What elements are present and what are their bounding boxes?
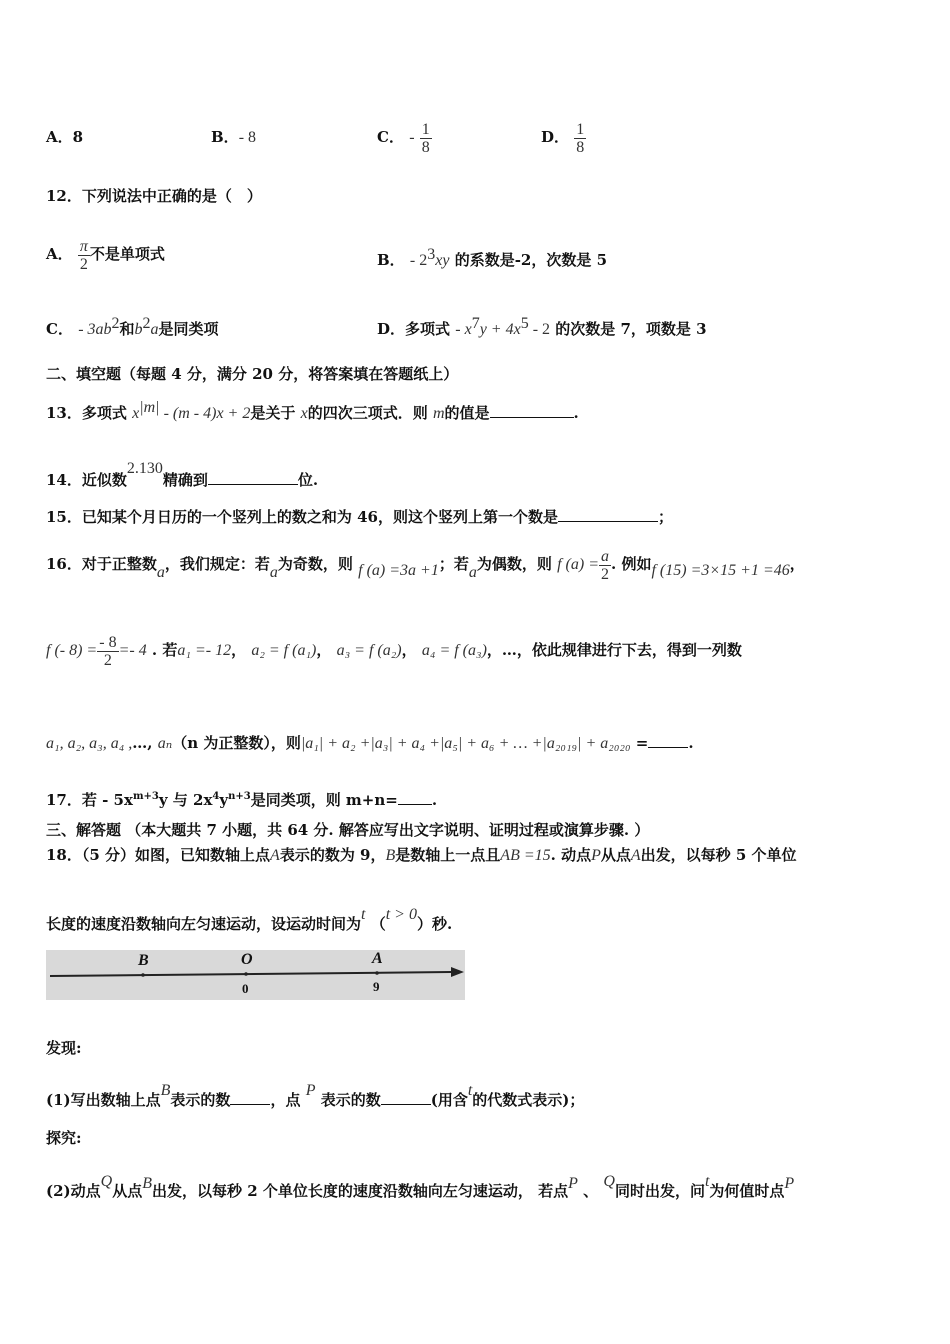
math-expr: f (a) = [557, 556, 600, 573]
option-value: 8 [72, 128, 84, 146]
question-text: 长度的速度沿数轴向左匀速运动，设运动时间为 [46, 915, 362, 933]
label-o: O [241, 951, 253, 968]
question-text: 表示的数 [320, 1091, 381, 1109]
question-text: (用含 [430, 1091, 468, 1109]
math-expr: - (m - 4)x + 2 [159, 405, 251, 422]
exponent: 7 [471, 315, 480, 332]
option-value: - 8 [238, 129, 257, 146]
math-expr: a₁, a₂, a₃, a₄ , [46, 735, 133, 752]
math-var: B [160, 1082, 171, 1099]
fraction [574, 121, 586, 156]
question-text: 从点 [112, 1182, 143, 1200]
discover-heading: 发现: [46, 1039, 82, 1057]
exponent: 5 [520, 315, 529, 332]
denominator: 8 [576, 138, 585, 156]
math-expr: f (a) =3a +1 [358, 562, 439, 579]
question-text: . [573, 404, 579, 422]
math-var: a [150, 321, 159, 338]
question-text: 表示的数为 9， [279, 846, 386, 864]
q18-line-1 [46, 845, 797, 866]
point-a [375, 971, 379, 975]
math-var: B [385, 847, 396, 864]
math-var: P [305, 1082, 316, 1099]
question-text: . [431, 791, 438, 809]
question-text: ，…，依此规律进行下去，得到一列数 [486, 641, 742, 659]
question-text: 出发，以每秒 5 个单位 [640, 846, 797, 864]
q12-option-c [46, 314, 219, 340]
question-text: 是数轴上一点且 [395, 846, 501, 864]
math-var: a [269, 564, 278, 581]
math-expr: - x [455, 321, 472, 338]
math-var: P [591, 847, 601, 864]
math-var: xy [435, 252, 450, 269]
option-label: C． [46, 320, 73, 338]
question-text: 16．对于正整数 [46, 555, 157, 573]
math-expr: f (15) =3×15 +1 =46 [651, 562, 790, 579]
q11-option-a [46, 127, 83, 147]
option-label: C． [377, 128, 404, 146]
math-expr: a₁ =- 12 [177, 642, 232, 659]
math-var: P [568, 1175, 578, 1192]
part-2 [46, 1166, 794, 1207]
point-b [141, 973, 145, 977]
q11-option-b [211, 127, 256, 148]
option-text: 是同类项 [158, 320, 219, 338]
option-label: A． [46, 128, 73, 146]
explore-heading: 探究: [46, 1129, 82, 1147]
exponent: |m| [139, 399, 160, 416]
question-text: y 与 2x [158, 791, 213, 809]
math-var: aₙ [157, 735, 173, 752]
point-o [244, 972, 248, 976]
question-text: . [688, 734, 694, 752]
q15 [46, 507, 673, 527]
question-text: ，我们规定：若 [164, 555, 270, 573]
math-expr: - 2 [528, 321, 551, 338]
separator: ， [401, 641, 417, 659]
math-expr: - 3ab [78, 321, 112, 338]
question-text: 为奇数，则 [277, 555, 353, 573]
fraction [599, 548, 611, 583]
math-var: t [467, 1082, 473, 1099]
math-var: Q [100, 1173, 113, 1190]
fraction [97, 634, 118, 669]
denominator: 2 [103, 651, 112, 669]
numerator: 1 [421, 120, 430, 138]
denominator: 2 [601, 565, 610, 583]
q11-option-c [377, 104, 432, 171]
math-expr: f (- 8) = [46, 642, 98, 659]
question-text: 18．（5 分）如图，已知数轴上点 [46, 846, 271, 864]
denominator: 8 [421, 138, 430, 156]
number-line-svg [46, 950, 465, 1000]
question-text: 出发，以每秒 2 个单位长度的速度沿数轴向左匀速运动， 若点 [152, 1182, 569, 1200]
answer-blank[interactable] [558, 507, 658, 522]
question-text: （ [370, 915, 386, 933]
arrow-head-icon [451, 967, 464, 977]
option-label: D．多项式 [377, 320, 451, 338]
math-var: a [468, 564, 477, 581]
separator: ， [316, 641, 332, 659]
question-text: 从点 [600, 846, 631, 864]
question-text: 表示的数 [170, 1091, 231, 1109]
question-text: 位. [297, 471, 319, 489]
q16-line-2 [46, 630, 742, 671]
question-text: 是关于 [250, 404, 296, 422]
math-expr: a₄ = f (a₃) [421, 642, 487, 659]
math-expr: a₂ = f (a₁) [251, 642, 317, 659]
section-3-heading: 三、解答题 （本大题共 7 小题，共 64 分. 解答应写出文字说明、证明过程或演算步骤. ） [46, 821, 650, 839]
option-label: D． [541, 128, 570, 146]
answer-blank[interactable] [381, 1090, 431, 1105]
math-expr: a₃ = f (a₂) [336, 642, 402, 659]
q12-stem: 12．下列说法中正确的是（ ） [46, 187, 262, 205]
math-expr: |a₁| + a₂ +|a₃| + a₄ +|a₅| + a₆ + … +|a₂₀₁₉| + a₂₀₂₀ [300, 735, 631, 752]
answer-blank[interactable] [648, 733, 688, 748]
q14 [46, 450, 318, 499]
question-text: 14．近似数 [46, 471, 127, 489]
question-text: . 若 [151, 641, 178, 659]
exponent: m+3 [132, 791, 159, 802]
question-text: 的值是 [444, 404, 490, 422]
exponent: 2 [142, 315, 151, 332]
q16-line-1 [46, 544, 805, 593]
question-text: . 例如 [611, 555, 652, 573]
exponent: 3 [427, 246, 436, 263]
question-text: ，点 [270, 1091, 301, 1109]
question-text: 精确到 [162, 471, 208, 489]
numerator: a [601, 547, 610, 565]
question-text: (1)写出数轴上点 [46, 1091, 161, 1109]
question-text: …, [132, 734, 153, 752]
math-var: a [156, 564, 165, 581]
math-var: A [270, 847, 280, 864]
question-text: 的代数式表示)； [472, 1091, 585, 1109]
math-var: x [132, 405, 140, 422]
question-text: （n 为正整数），则 [172, 734, 301, 752]
fraction [420, 121, 432, 156]
answer-blank[interactable] [490, 403, 574, 418]
math-var: t [704, 1173, 710, 1190]
answer-blank[interactable] [230, 1090, 270, 1105]
math-expr: y + 4x [479, 321, 521, 338]
label-zero: 0 [242, 981, 249, 996]
option-label: B． [211, 128, 239, 146]
math-var: Q [603, 1173, 615, 1190]
denominator: 2 [79, 255, 88, 273]
option-text: 不是单项式 [89, 245, 165, 263]
q18-line-2 [46, 900, 452, 939]
question-text: y [219, 791, 229, 809]
exponent: 4 [212, 791, 220, 802]
question-text: 13．多项式 [46, 404, 127, 422]
math-var: B [142, 1175, 152, 1192]
exponent: n+3 [228, 791, 251, 802]
label-b: B [138, 952, 149, 969]
minus-sign: - [409, 129, 415, 146]
question-text: (2)动点 [46, 1182, 101, 1200]
question-text: 为何值时点 [709, 1182, 785, 1200]
answer-blank[interactable] [398, 790, 432, 805]
connector-text: 和 [119, 320, 135, 338]
numerator: - 8 [99, 633, 117, 651]
question-text: 15．已知某个月日历的一个竖列上的数之和为 46，则这个竖列上第一个数是 [46, 508, 558, 526]
q12-option-b [377, 245, 607, 271]
question-text: = [635, 734, 649, 752]
question-text: 的四次三项式．则 [307, 404, 428, 422]
question-text: ， [789, 555, 805, 573]
question-text: 是同类项，则 m+n= [250, 791, 398, 809]
math-var: P [784, 1175, 795, 1192]
question-text: 、 [583, 1182, 599, 1200]
q16-line-3 [46, 733, 694, 754]
option-text: 的次数是 7，项数是 3 [555, 320, 707, 338]
numerator: π [79, 237, 88, 255]
question-text: ；若 [438, 555, 469, 573]
q11-option-d [541, 104, 586, 170]
label-nine: 9 [373, 979, 380, 994]
option-text: 的系数是-2，次数是 5 [454, 251, 608, 269]
separator: ， [231, 641, 247, 659]
math-expr: t > 0 [385, 906, 417, 923]
q12-option-d [377, 314, 707, 340]
question-text: 为偶数，则 [476, 555, 552, 573]
exponent: 2 [111, 315, 120, 332]
number-line-figure [46, 950, 465, 1000]
math-expr: AB =15 [500, 847, 551, 864]
label-a: A [372, 950, 383, 967]
section-2-heading: 二、填空题（每题 4 分，满分 20 分，将答案填在答题纸上） [46, 365, 459, 383]
math-var: m [432, 405, 445, 422]
math-expr: - 2 [409, 252, 428, 269]
math-number: 2.130 [126, 460, 163, 477]
answer-blank[interactable] [208, 470, 298, 485]
question-text: ； [657, 508, 673, 526]
math-var: x [300, 405, 308, 422]
math-var: t [361, 906, 366, 923]
part-1 [46, 1075, 584, 1116]
option-label: A． [46, 245, 73, 263]
axis-line [50, 972, 451, 976]
fraction [78, 238, 90, 273]
math-expr: =- 4 [118, 642, 147, 659]
option-label: B． [377, 251, 405, 269]
math-expr: b [134, 321, 143, 338]
q17 [46, 787, 437, 810]
numerator: 1 [576, 120, 585, 138]
question-text: . 动点 [550, 846, 592, 864]
q12-option-a [46, 226, 165, 282]
question-text: 同时出发，问 [614, 1182, 705, 1200]
question-text: 17．若 - 5x [46, 791, 133, 809]
question-text: ）秒. [416, 915, 453, 933]
q13 [46, 398, 579, 424]
math-var: A [630, 847, 641, 864]
